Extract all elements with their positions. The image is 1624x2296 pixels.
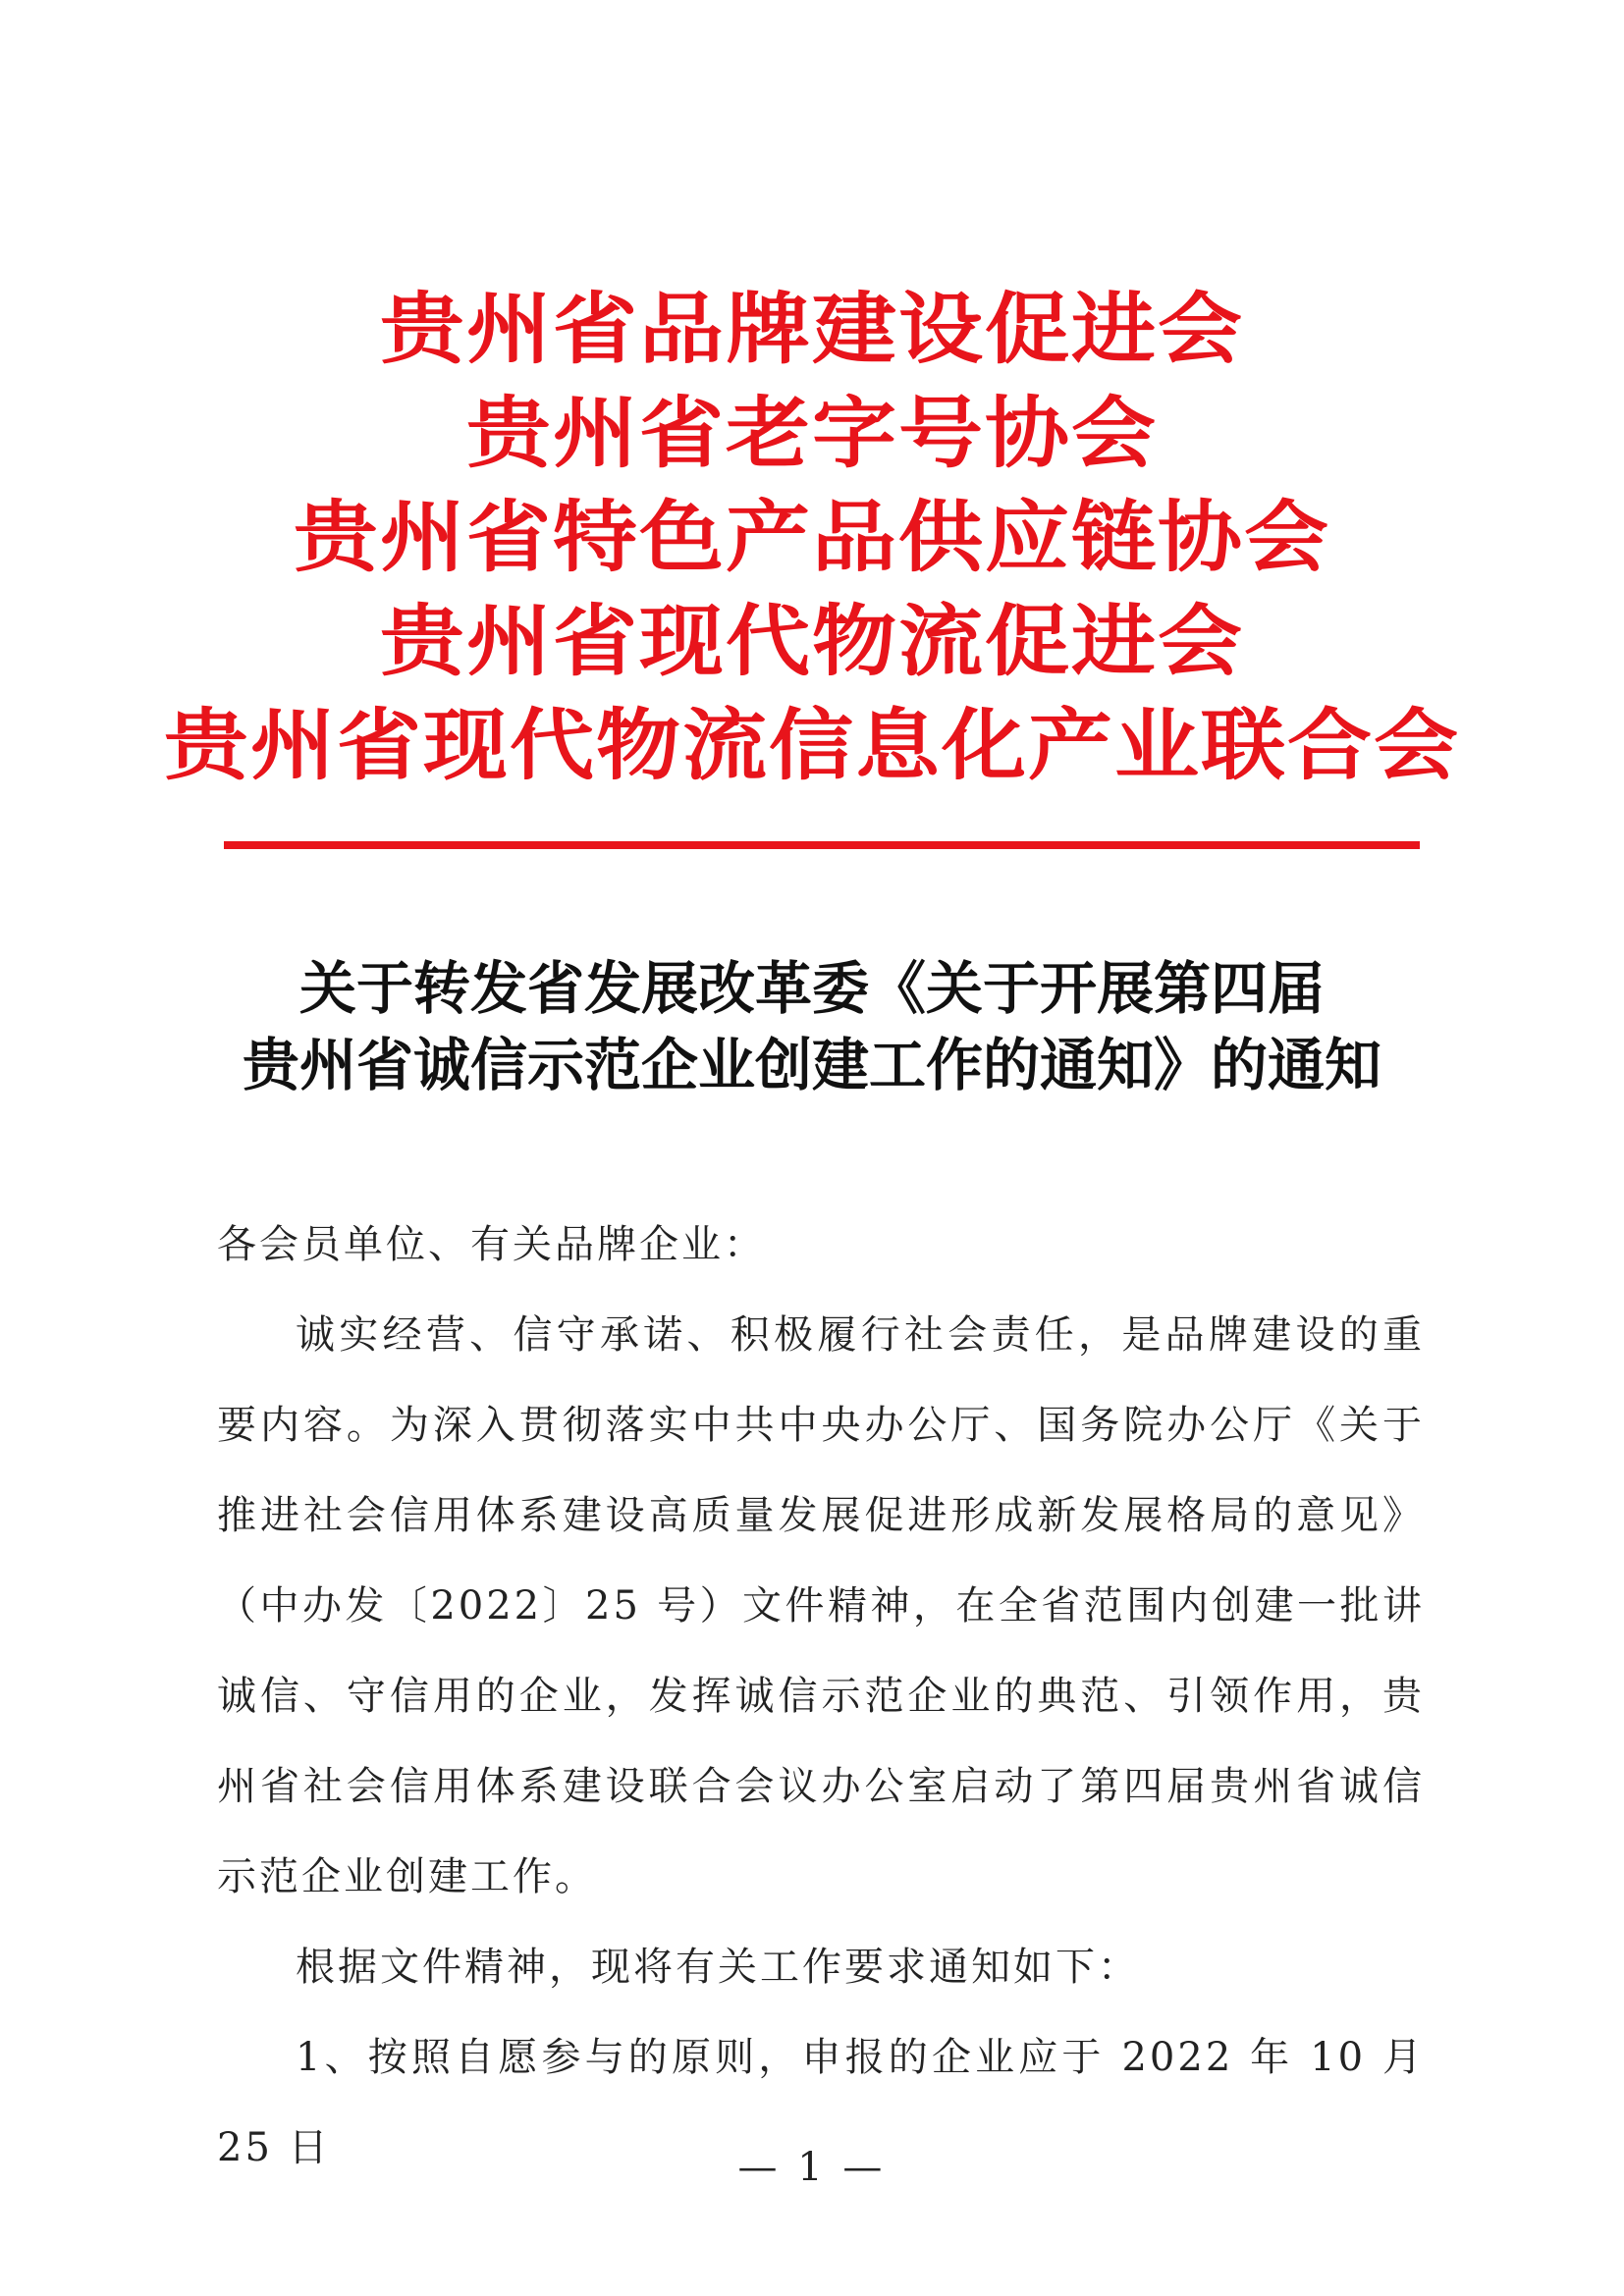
document-title (0, 950, 1624, 1103)
document-title-line-2: 贵州省诚信示范企业创建工作的通知》的通知 (242, 1032, 1381, 1098)
letterhead-line-4: 贵州省现代物流促进会 (380, 597, 1244, 687)
letterhead-line-2: 贵州省老字号协会 (466, 389, 1158, 479)
document-body (217, 1200, 1425, 2193)
body-paragraph-1: 诚实经营、信守承诺、积极履行社会责任，是品牌建设的重要内容。为深入贯彻落实中共中央办公厅、国务院办公厅《关于推进社会信用体系建设高质量发展促进形成新发展格局的意见》（中办发〔2022〕25 号）文件精神，在全省范围内创建一批讲诚信、守信用的企业，发挥诚信示范企业的典范、引领作用，贵州省社会信用体系建设联合会议办公室启动了第四届贵州省诚信示范企业创建工作。 (217, 1312, 1425, 1899)
body-paragraph-3: 1、按照自愿参与的原则，申报的企业应于 2022 年 10 月 25 日 (217, 2035, 1425, 2170)
letterhead-divider (224, 841, 1420, 849)
letterhead (0, 278, 1624, 798)
body-paragraph-2: 根据文件精神，现将有关工作要求通知如下： (296, 1945, 1140, 1990)
page-number: — 1 — (737, 2145, 887, 2190)
document-title-line-1: 关于转发省发展改革委《关于开展第四届 (298, 955, 1325, 1022)
letterhead-line-3: 贵州省特色产品供应链协会 (294, 493, 1330, 583)
letterhead-line-5: 贵州省现代物流信息化产业联合会 (164, 701, 1460, 791)
salutation: 各会员单位、有关品牌企业： (217, 1222, 766, 1267)
letterhead-line-1: 贵州省品牌建设促进会 (380, 285, 1244, 375)
